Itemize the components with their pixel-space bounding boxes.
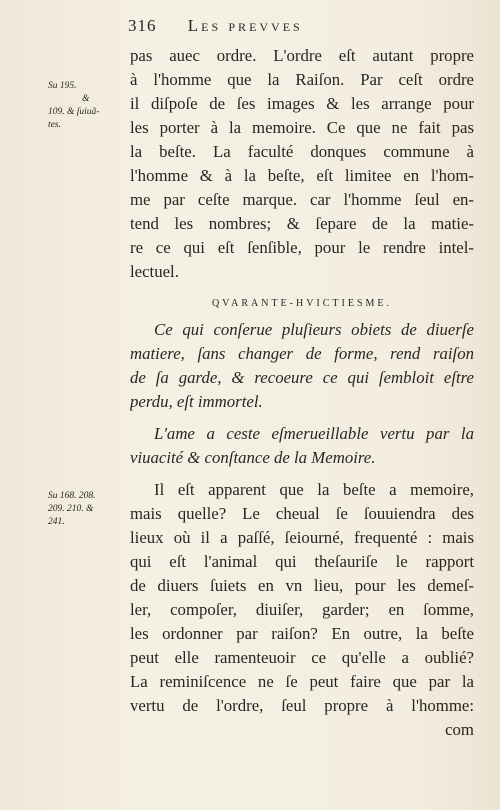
text-line: Il eſt apparent que la beſte a memoire, (154, 480, 474, 499)
margin-note-line: 241. (48, 517, 65, 527)
text-line: re ce qui eſt ſenſible, pour le rendre intel- (130, 238, 474, 257)
margin-note-1 (48, 80, 126, 132)
text-line: mais quelle? Le cheual ſe ſouuiendra des (130, 504, 474, 523)
text-line: pas auec ordre. L'ordre eſt autant propre (130, 46, 474, 65)
text-line: tend les nombres; & ſepare de la matie- (130, 214, 474, 233)
margin-note-2 (48, 490, 126, 529)
margin-note-line: 209. 210. & (48, 504, 94, 514)
text-line: qui eſt l'animal qui theſauriſe le rapport (130, 552, 474, 571)
summary-line: L'ame a ceste eſmerueillable vertu par la (154, 424, 474, 443)
page-header (128, 16, 478, 36)
text-line: l'homme & à la beſte, eſt limitee en l'hom- (130, 166, 474, 185)
text-line: les ordonner par raiſon? En outre, la beſte (130, 624, 474, 643)
text-line: la beſte. La faculté donques commune à (130, 142, 474, 161)
page-number: 316 (128, 16, 157, 35)
text-line: lectuel. (130, 262, 179, 281)
text-line: à l'homme que la Raiſon. Par ceſt ordre (130, 70, 474, 89)
text-line: de diuers ſuiets en vn lieu, pour les demeſ- (130, 576, 474, 595)
summary-line: perdu, eſt immortel. (130, 392, 263, 411)
margin-note-line: Su 168. 208. (48, 491, 96, 501)
summary-line: matiere, ſans changer de forme, rend raiſon (130, 344, 474, 363)
margin-note-line: tes. (48, 120, 61, 130)
summary-line: de ſa garde, & recoeure ce qui ſembloit eſtre (130, 368, 474, 387)
margin-note-line: & (82, 94, 90, 104)
margin-note-line: Su 195. (48, 81, 77, 91)
text-line: vertu de l'ordre, ſeul propre à l'homme: (130, 696, 474, 715)
paragraph-1 (130, 44, 474, 284)
text-line: me par ceſte marque. car l'homme ſeul en- (130, 190, 474, 209)
text-line: La reminiſcence ne ſe peut faire que par la (130, 672, 474, 691)
text-line: peut elle ramenteuoir ce qu'elle a oublié? (130, 648, 474, 667)
text-line: les porter à la memoire. Ce que ne fait pas (130, 118, 474, 137)
running-title: Les prevves (187, 16, 303, 35)
text-line: ler, compoſer, diuiſer, garder; en ſomme, (130, 600, 474, 619)
section-heading: QVARANTE-HVICTIESME. (211, 298, 393, 309)
summary-block-2 (130, 422, 474, 470)
text-line: lieux où il a paſſé, ſeiourné, frequenté : mais (130, 528, 474, 547)
body-text (130, 44, 474, 742)
margin-note-line: 109. & ſuiuã- (48, 107, 100, 117)
summary-line: viuacité & conſtance de la Memoire. (130, 448, 376, 467)
paragraph-2 (130, 478, 474, 742)
catchword: com (445, 720, 474, 739)
summary-line: Ce qui conſerue pluſieurs obiets de diuerſe (154, 320, 474, 339)
summary-block-1 (130, 318, 474, 414)
text-line: il diſpoſe de ſes images & les arrange pour (130, 94, 474, 113)
